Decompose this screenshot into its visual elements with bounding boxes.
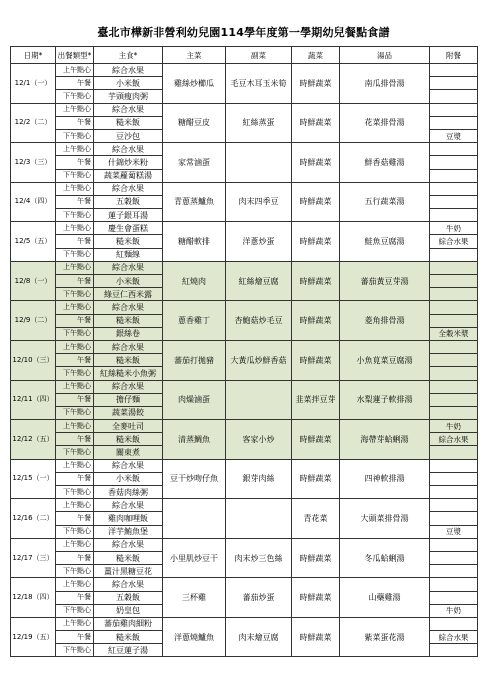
staple-cell: 綜合水果 [94, 538, 163, 551]
extra-cell [430, 393, 478, 406]
meal-type-cell: 午餐 [56, 354, 94, 367]
staple-cell: 蔬菜蘿蔔糕湯 [94, 169, 163, 182]
staple-cell: 紅絲糙米小魚粥 [94, 367, 163, 380]
staple-cell: 蓮子銀耳湯 [94, 209, 163, 222]
veg-cell: 時鮮蔬菜 [292, 301, 340, 341]
soup-cell: 蕃茄黃豆芽湯 [340, 261, 430, 301]
main-cell: 洋蔥燒鱸魚 [163, 617, 226, 657]
meal-type-cell: 上午點心 [56, 301, 94, 314]
staple-cell: 紅麵線 [94, 248, 163, 261]
extra-cell: 牛奶 [430, 222, 478, 235]
staple-cell: 洋芋鮪魚堡 [94, 525, 163, 538]
staple-cell: 銀絲卷 [94, 327, 163, 340]
extra-cell [430, 565, 478, 578]
main-cell: 清蒸鯛魚 [163, 420, 226, 460]
date-cell: 12/19（五） [11, 617, 56, 657]
veg-cell: 時鮮蔬菜 [292, 222, 340, 262]
soup-cell: 水梨蓮子軟排湯 [340, 380, 430, 420]
veg-cell: 時鮮蔬菜 [292, 459, 340, 499]
extra-cell [430, 354, 478, 367]
menu-table [10, 46, 478, 657]
meal-type-cell: 上午點心 [56, 340, 94, 353]
meal-type-cell: 午餐 [56, 512, 94, 525]
sub-cell [226, 499, 292, 539]
table-row [11, 182, 478, 195]
table-row [11, 617, 478, 630]
meal-type-cell: 午餐 [56, 551, 94, 564]
meal-type-cell: 上午點心 [56, 222, 94, 235]
table-header-row [11, 47, 478, 64]
date-cell: 12/10（三） [11, 340, 56, 380]
sub-cell: 銀芽肉絲 [226, 459, 292, 499]
header-vegetable: 蔬菜 [292, 47, 340, 64]
staple-cell: 綜合水果 [94, 578, 163, 591]
staple-cell: 雞肉咖哩飯 [94, 512, 163, 525]
staple-cell: 綜合水果 [94, 64, 163, 77]
meal-type-cell: 午餐 [56, 275, 94, 288]
main-cell: 紅燒肉 [163, 261, 226, 301]
staple-cell: 糙米飯 [94, 235, 163, 248]
extra-cell [430, 77, 478, 90]
meal-type-cell: 下午點心 [56, 406, 94, 419]
table-row [11, 103, 478, 116]
extra-cell [430, 182, 478, 195]
main-cell: 家常滷蛋 [163, 143, 226, 183]
meal-type-cell: 上午點心 [56, 578, 94, 591]
veg-cell: 韭菜拌豆芽 [292, 380, 340, 420]
meal-type-cell: 午餐 [56, 195, 94, 208]
staple-cell: 五穀飯 [94, 591, 163, 604]
table-row [11, 459, 478, 472]
meal-type-cell: 午餐 [56, 393, 94, 406]
meal-type-cell: 午餐 [56, 235, 94, 248]
extra-cell [430, 156, 478, 169]
date-cell: 12/8（一） [11, 261, 56, 301]
extra-cell: 豆漿 [430, 129, 478, 142]
main-cell: 糖醋豆皮 [163, 103, 226, 143]
header-date: 日期* [11, 47, 56, 64]
extra-cell [430, 64, 478, 77]
extra-cell [430, 261, 478, 274]
header-side-dish: 副菜 [226, 47, 292, 64]
date-cell: 12/12（五） [11, 420, 56, 460]
extra-cell [430, 446, 478, 459]
table-row [11, 380, 478, 393]
staple-cell: 慶生會蛋糕 [94, 222, 163, 235]
date-cell: 12/4（四） [11, 182, 56, 222]
staple-cell: 奶皇包 [94, 604, 163, 617]
sub-cell: 杏鮑菇炒毛豆 [226, 301, 292, 341]
extra-cell [430, 275, 478, 288]
staple-cell: 綜合水果 [94, 103, 163, 116]
staple-cell: 綜合水果 [94, 182, 163, 195]
extra-cell: 牛奶 [430, 604, 478, 617]
staple-cell: 綜合水果 [94, 301, 163, 314]
soup-cell: 山藥雞湯 [340, 578, 430, 618]
extra-cell [430, 538, 478, 551]
soup-cell: 南瓜排骨湯 [340, 64, 430, 104]
main-cell: 小里肌炒豆干 [163, 538, 226, 578]
soup-cell: 冬瓜蛤蜊湯 [340, 538, 430, 578]
soup-cell: 花菜排骨湯 [340, 103, 430, 143]
staple-cell: 糙米飯 [94, 551, 163, 564]
veg-cell: 時鮮蔬菜 [292, 143, 340, 183]
meal-type-cell: 下午點心 [56, 169, 94, 182]
staple-cell: 糙米飯 [94, 314, 163, 327]
meal-type-cell: 上午點心 [56, 538, 94, 551]
table-row [11, 420, 478, 433]
extra-cell [430, 195, 478, 208]
soup-cell: 鮮香菇雞湯 [340, 143, 430, 183]
meal-type-cell: 下午點心 [56, 248, 94, 261]
main-cell: 蔥香雞丁 [163, 301, 226, 341]
table-row [11, 261, 478, 274]
extra-cell [430, 367, 478, 380]
extra-cell [430, 116, 478, 129]
meal-type-cell: 上午點心 [56, 103, 94, 116]
date-cell: 12/5（五） [11, 222, 56, 262]
meal-type-cell: 上午點心 [56, 420, 94, 433]
soup-cell: 海帶芽蛤蜊湯 [340, 420, 430, 460]
staple-cell: 綜合水果 [94, 499, 163, 512]
sub-cell: 蕃茄炒蛋 [226, 578, 292, 618]
table-row [11, 340, 478, 353]
veg-cell: 時鮮蔬菜 [292, 103, 340, 143]
meal-type-cell: 午餐 [56, 77, 94, 90]
staple-cell: 綠豆仁西米露 [94, 288, 163, 301]
extra-cell [430, 90, 478, 103]
extra-cell [430, 340, 478, 353]
meal-type-cell: 午餐 [56, 631, 94, 644]
sub-cell: 大黃瓜炒鮮香菇 [226, 340, 292, 380]
extra-cell [430, 288, 478, 301]
extra-cell [430, 380, 478, 393]
sub-cell: 紅絲燴豆腐 [226, 261, 292, 301]
meal-type-cell: 上午點心 [56, 380, 94, 393]
table-row [11, 301, 478, 314]
extra-cell [430, 248, 478, 261]
staple-cell: 全麥吐司 [94, 420, 163, 433]
meal-type-cell: 下午點心 [56, 446, 94, 459]
meal-type-cell: 下午點心 [56, 288, 94, 301]
header-main-dish: 主菜 [163, 47, 226, 64]
soup-cell: 小魚莧菜豆腐湯 [340, 340, 430, 380]
staple-cell: 綜合水果 [94, 340, 163, 353]
meal-type-cell: 下午點心 [56, 327, 94, 340]
header-meal-type: 出餐類型* [56, 47, 94, 64]
staple-cell: 擔仔麵 [94, 393, 163, 406]
extra-cell: 綜合水果 [430, 235, 478, 248]
table-row [11, 499, 478, 512]
extra-cell [430, 169, 478, 182]
extra-cell: 綜合水果 [430, 433, 478, 446]
sub-cell: 紅絲蒸蛋 [226, 103, 292, 143]
extra-cell [430, 472, 478, 485]
main-cell: 三杯雞 [163, 578, 226, 618]
sub-cell: 肉末四季豆 [226, 182, 292, 222]
main-cell: 蕃茄打拋豬 [163, 340, 226, 380]
sub-cell: 毛豆木耳玉米筍 [226, 64, 292, 104]
meal-type-cell: 上午點心 [56, 261, 94, 274]
sub-cell: 客家小炒 [226, 420, 292, 460]
date-cell: 12/2（二） [11, 103, 56, 143]
veg-cell: 時鮮蔬菜 [292, 617, 340, 657]
date-cell: 12/18（四） [11, 578, 56, 618]
date-cell: 12/16（二） [11, 499, 56, 539]
meal-type-cell: 上午點心 [56, 499, 94, 512]
meal-type-cell: 下午點心 [56, 644, 94, 657]
staple-cell: 綜合水果 [94, 143, 163, 156]
staple-cell: 薑汁黑糖豆花 [94, 565, 163, 578]
meal-type-cell: 午餐 [56, 314, 94, 327]
veg-cell: 時鮮蔬菜 [292, 578, 340, 618]
extra-cell [430, 406, 478, 419]
meal-type-cell: 上午點心 [56, 143, 94, 156]
extra-cell [430, 209, 478, 222]
staple-cell: 紅豆蓮子湯 [94, 644, 163, 657]
meal-type-cell: 午餐 [56, 156, 94, 169]
staple-cell: 香菇肉絲粥 [94, 486, 163, 499]
table-row [11, 143, 478, 156]
page-title: 臺北市樺新非營利幼兒園114學年度第一學期幼兒餐點食譜 [97, 26, 390, 39]
staple-cell: 糙米飯 [94, 433, 163, 446]
staple-cell: 糙米飯 [94, 354, 163, 367]
staple-cell: 小米飯 [94, 472, 163, 485]
staple-cell: 糙米飯 [94, 116, 163, 129]
date-cell: 12/3（三） [11, 143, 56, 183]
meal-type-cell: 下午點心 [56, 367, 94, 380]
date-cell: 12/11（四） [11, 380, 56, 420]
extra-cell [430, 103, 478, 116]
extra-cell [430, 301, 478, 314]
soup-cell: 紫菜蛋花湯 [340, 617, 430, 657]
staple-cell: 豆沙包 [94, 129, 163, 142]
meal-type-cell: 下午點心 [56, 90, 94, 103]
extra-cell [430, 644, 478, 657]
staple-cell: 小米飯 [94, 275, 163, 288]
veg-cell: 時鮮蔬菜 [292, 340, 340, 380]
staple-cell: 蔬菜湯餃 [94, 406, 163, 419]
meal-type-cell: 下午點心 [56, 129, 94, 142]
meal-type-cell: 上午點心 [56, 182, 94, 195]
staple-cell: 芋頭瘦肉粥 [94, 90, 163, 103]
staple-cell: 小米飯 [94, 77, 163, 90]
meal-type-cell: 午餐 [56, 433, 94, 446]
table-row [11, 222, 478, 235]
staple-cell: 什錦炒米粉 [94, 156, 163, 169]
main-cell: 糖醋軟排 [163, 222, 226, 262]
meal-type-cell: 下午點心 [56, 565, 94, 578]
extra-cell [430, 551, 478, 564]
staple-cell: 五穀飯 [94, 195, 163, 208]
veg-cell: 時鮮蔬菜 [292, 538, 340, 578]
veg-cell: 青花菜 [292, 499, 340, 539]
main-cell: 肉燥滷蛋 [163, 380, 226, 420]
main-cell [163, 499, 226, 539]
table-row [11, 578, 478, 591]
veg-cell: 時鮮蔬菜 [292, 420, 340, 460]
extra-cell: 全穀米漿 [430, 327, 478, 340]
veg-cell: 時鮮蔬菜 [292, 261, 340, 301]
extra-cell [430, 591, 478, 604]
soup-cell: 鮭魚豆腐湯 [340, 222, 430, 262]
extra-cell [430, 499, 478, 512]
meal-type-cell: 午餐 [56, 591, 94, 604]
date-cell: 12/1（一） [11, 64, 56, 104]
extra-cell: 牛奶 [430, 420, 478, 433]
staple-cell: 綜合水果 [94, 459, 163, 472]
extra-cell [430, 486, 478, 499]
header-extra: 附餐 [430, 47, 478, 64]
sub-cell: 肉末燴豆腐 [226, 617, 292, 657]
main-cell: 雞絲炒櫛瓜 [163, 64, 226, 104]
meal-type-cell: 下午點心 [56, 209, 94, 222]
main-cell: 豆干炒吻仔魚 [163, 459, 226, 499]
meal-type-cell: 下午點心 [56, 525, 94, 538]
veg-cell: 時鮮蔬菜 [292, 64, 340, 104]
meal-type-cell: 下午點心 [56, 486, 94, 499]
sub-cell [226, 380, 292, 420]
veg-cell: 時鮮蔬菜 [292, 182, 340, 222]
header-soup: 湯品 [340, 47, 430, 64]
date-cell: 12/9（二） [11, 301, 56, 341]
meal-type-cell: 午餐 [56, 472, 94, 485]
table-row [11, 538, 478, 551]
meal-type-cell: 下午點心 [56, 604, 94, 617]
staple-cell: 關東煮 [94, 446, 163, 459]
sub-cell [226, 143, 292, 183]
soup-cell: 菱角排骨湯 [340, 301, 430, 341]
extra-cell [430, 459, 478, 472]
meal-type-cell: 上午點心 [56, 617, 94, 630]
soup-cell: 五行蔬菜湯 [340, 182, 430, 222]
soup-cell: 大頭菜排骨湯 [340, 499, 430, 539]
staple-cell: 蕃茄雞肉細粉 [94, 617, 163, 630]
date-cell: 12/15（一） [11, 459, 56, 499]
extra-cell: 豆漿 [430, 525, 478, 538]
sub-cell: 肉末炒三色絲 [226, 538, 292, 578]
sub-cell: 洋蔥炒蛋 [226, 222, 292, 262]
staple-cell: 綜合水果 [94, 380, 163, 393]
table-row [11, 64, 478, 77]
extra-cell [430, 314, 478, 327]
date-cell: 12/17（三） [11, 538, 56, 578]
soup-cell: 四神軟排湯 [340, 459, 430, 499]
extra-cell [430, 512, 478, 525]
meal-type-cell: 午餐 [56, 116, 94, 129]
main-cell: 青蔥蒸鱸魚 [163, 182, 226, 222]
meal-type-cell: 上午點心 [56, 64, 94, 77]
menu-body [11, 64, 478, 657]
extra-cell [430, 617, 478, 630]
extra-cell: 綜合水果 [430, 631, 478, 644]
extra-cell [430, 143, 478, 156]
staple-cell: 糙米飯 [94, 631, 163, 644]
extra-cell [430, 578, 478, 591]
staple-cell: 綜合水果 [94, 261, 163, 274]
meal-type-cell: 上午點心 [56, 459, 94, 472]
header-staple: 主食* [94, 47, 163, 64]
